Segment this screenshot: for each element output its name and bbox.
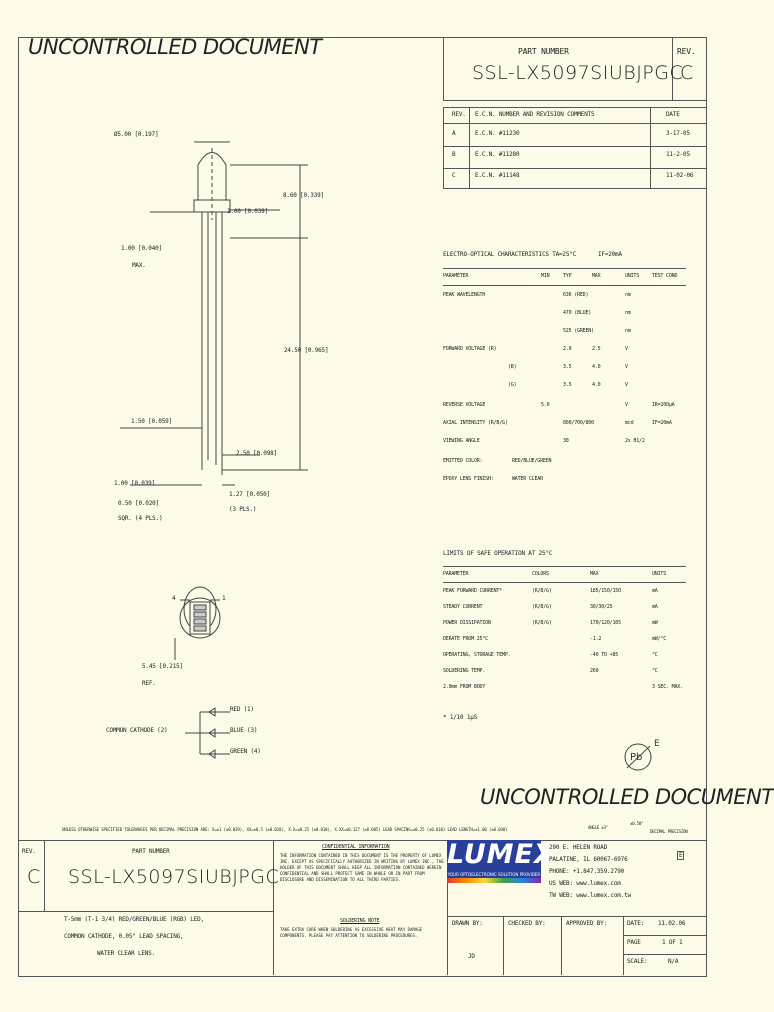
description-line2: COMMON CATHODE, 0.05" LEAD SPACING, <box>64 933 184 940</box>
eo-table-cell: nm <box>625 328 631 334</box>
limits-table-cell: mW <box>652 620 658 626</box>
eo-table-cell: mcd <box>625 420 634 426</box>
drawn-by-value: JD <box>468 953 475 960</box>
dim-flange: 1.00 [0.039] <box>227 208 268 215</box>
pin-4-label: 4 <box>172 595 176 602</box>
e-mark-box: E <box>679 852 683 859</box>
eo-table-cell: 636 (RED) <box>563 292 589 298</box>
dim-square-note: SQR. (4 PLS.) <box>118 515 163 522</box>
company-address-2: PALATINE, IL 60067-6976 <box>549 856 628 863</box>
eo-table-cell: 2x θ1/2 <box>625 438 645 444</box>
dim-ref: 5.45 [0.215] <box>142 663 183 670</box>
dim-2-50: 2.50 [0.098] <box>236 450 277 457</box>
dim-height: 8.60 [0.339] <box>283 192 324 199</box>
limits-table-cell: (R/B/G) <box>532 620 552 626</box>
eo-table-cell: V <box>625 364 628 370</box>
rev-table-cell: C <box>452 172 456 179</box>
eo-table-cell: nm <box>625 310 631 316</box>
eo-table-cell: IF=20mA <box>652 420 672 426</box>
part-number: SSL-LX5097SIUBJPGC <box>472 62 684 84</box>
part-number-label-bottom: PART NUMBER <box>132 848 170 855</box>
eo-table-cell: 2.0 <box>563 346 572 352</box>
rev-table-header: REV. <box>452 111 466 118</box>
eo-table-header: PARAMETER <box>443 273 469 279</box>
eo-table-cell: 3.5 <box>563 382 572 388</box>
dim-max-label: MAX. <box>132 262 146 269</box>
pin-1-label: 1 <box>222 595 226 602</box>
rev-table-cell: B <box>452 151 456 158</box>
eo-table-cell: 3.5 <box>563 364 572 370</box>
drawn-by-label: DRAWN BY: <box>452 920 483 927</box>
lumex-logo <box>447 839 556 878</box>
eo-table-cell: 30 <box>563 438 569 444</box>
soldering-title: SOLDERING NOTE <box>340 918 380 924</box>
eo-table-cell: 2.5 <box>592 346 601 352</box>
limits-table-cell: mA <box>652 604 658 610</box>
date-label: DATE: <box>627 920 645 927</box>
page-value: 1 OF 1 <box>662 939 683 946</box>
eo-table-cell: (G) <box>508 382 517 388</box>
rev-table-header: E.C.N. NUMBER AND REVISION COMMENTS <box>475 111 595 118</box>
confidential-text: THE INFORMATION CONTAINED IN THIS DOCUMENT IS THE PROPERTY OF LUMEX INC. EXCEPT AS SPECIFICALLY AUTHORIZED IN WRITING BY LUMEX INC., THE HOLDER OF THIS DOCUMENT SHALL KEEP ALL INFORMATION CONTAINED HEREIN CONFIDENTIAL AND SHALL PROTECT SAME IN WHOLE OR IN PART FROM DISCLOSURE AND DISSEMINATION TO ALL THIRD PARTIES. <box>280 853 444 882</box>
limits-table-cell: °C <box>652 652 658 658</box>
eo-table-header: UNITS <box>625 273 640 279</box>
dim-1-00: 1.00 [0.039] <box>114 480 155 487</box>
eo-table-header: TYP <box>563 273 572 279</box>
eo-table-header: MAX <box>592 273 601 279</box>
dim-pitch: 1.27 [0.050] <box>229 491 270 498</box>
company-us-web[interactable]: US WEB: www.lumex.com <box>549 880 621 887</box>
rev-table-cell: 11-2-05 <box>666 151 690 158</box>
pin-blue-label: BLUE (3) <box>230 727 258 734</box>
soldering-text: TAKE EXTRA CARE WHEN SOLDERING AS EXCESSIVE HEAT MAY DAMAGE COMPONENTS. PLEASE PAY ATTENTION TO SOLDERING PROCEDURES. <box>280 927 423 938</box>
rev-table-cell: E.C.N. #11230 <box>475 130 520 137</box>
part-number-label: PART NUMBER <box>518 47 569 56</box>
limits-table-header: COLORS <box>532 571 549 577</box>
rohs-e-label: E <box>654 739 660 749</box>
limits-table-cell: 260 <box>590 668 599 674</box>
checked-by-label: CHECKED BY: <box>508 920 546 927</box>
decimal-precision: DECIMAL PRECISION <box>650 829 688 834</box>
dim-max: 1.00 [0.040] <box>121 245 162 252</box>
rev-label: REV. <box>677 47 696 56</box>
part-number-bottom: SSL-LX5097SIUBJPGC <box>68 866 280 888</box>
dim-square: 0.50 [0.020] <box>118 500 159 507</box>
limits-table-cell: DERATE FROM 25°C <box>443 636 488 642</box>
eo-table-cell: 4.0 <box>592 364 601 370</box>
eo-table-header: TEST COND <box>652 273 678 279</box>
limits-table-cell: mA <box>652 588 658 594</box>
limits-table-cell: 3 SEC. MAX. <box>652 684 683 690</box>
page-label: PAGE <box>627 939 641 946</box>
eo-table-cell: RED/BLUE/GREEN <box>512 458 552 464</box>
logo-rainbow-bar <box>447 878 541 883</box>
led-outline-drawing <box>90 120 450 560</box>
eo-table-header: MIN <box>541 273 550 279</box>
limits-table-cell: mW/°C <box>652 636 667 642</box>
description-line1: T-5mm (T-1 3/4) RED/GREEN/BLUE (RGB) LED, <box>64 916 204 923</box>
rev-table-cell: E.C.N. #11148 <box>475 172 520 179</box>
rev-table-cell: A <box>452 130 456 137</box>
uncontrolled-watermark-top: UNCONTROLLED DOCUMENT <box>28 35 322 59</box>
pin-green-label: GREEN (4) <box>230 748 261 755</box>
approved-by-label: APPROVED BY: <box>566 920 607 927</box>
eo-table-cell: 470 (BLUE) <box>563 310 592 316</box>
dim-lead-spacing: 1.50 [0.059] <box>131 418 172 425</box>
eo-cond: IF=20mA <box>598 251 622 258</box>
rev-value-bottom: C <box>27 866 41 888</box>
angle-note-a: ANGLE ±3° <box>588 825 608 830</box>
eo-title: ELECTRO-OPTICAL CHARACTERISTICS TA=25°C <box>443 251 577 258</box>
dim-lead-length: 24.50 [0.965] <box>284 347 329 354</box>
eo-table-cell: 5.0 <box>541 402 550 408</box>
uncontrolled-watermark-bottom: UNCONTROLLED DOCUMENT <box>480 785 774 809</box>
limits-table-cell: 2.0mm FROM BODY <box>443 684 486 690</box>
pb-label: Pb <box>630 752 643 763</box>
rev-table-header: DATE <box>666 111 680 118</box>
pb-free-icon <box>620 732 670 782</box>
eo-table-cell: REVERSE VOLTAGE <box>443 402 486 408</box>
limits-table-header: MAX <box>590 571 599 577</box>
limits-footnote: * 1/10 1µS <box>443 714 478 721</box>
limits-table-cell: -40 TO +85 <box>590 652 619 658</box>
pin-red-label: RED (1) <box>230 706 254 713</box>
rev-table-cell: 3-17-05 <box>666 130 690 137</box>
confidential-title: CONFIDENTIAL INFORMATION <box>322 844 390 850</box>
dim-pitch-note: (3 PLS.) <box>229 506 257 513</box>
eo-table-cell: V <box>625 402 628 408</box>
eo-table-cell: AXIAL INTENSITY (R/B/G) <box>443 420 508 426</box>
limits-table-cell: (R/B/G) <box>532 604 552 610</box>
eo-table-cell: VIEWING ANGLE <box>443 438 480 444</box>
eo-table-cell: 800/700/800 <box>563 420 594 426</box>
description-line3: WATER CLEAR LENS. <box>97 950 156 957</box>
eo-table-cell: (B) <box>508 364 517 370</box>
limits-table-header: PARAMETER <box>443 571 469 577</box>
eo-table-cell: 525 (GREEN) <box>563 328 594 334</box>
company-address-1: 290 E. HELEN ROAD <box>549 844 608 851</box>
eo-table-cell: FORWARD VOLTAGE (R) <box>443 346 497 352</box>
limits-table-cell: OPERATING, STORAGE TEMP. <box>443 652 511 658</box>
rev-table-cell: 11-02-06 <box>666 172 694 179</box>
scale-value: N/A <box>668 958 679 965</box>
eo-table-cell: 4.0 <box>592 382 601 388</box>
company-phone: PHONE: +1.847.359.2790 <box>549 868 625 875</box>
angle-note-b: ±0.50° <box>630 821 644 826</box>
limits-table-cell: PEAK FORWARD CURRENT* <box>443 588 503 594</box>
eo-table-cell: EPOXY LENS FINISH: <box>443 476 494 482</box>
limits-title: LIMITS OF SAFE OPERATION AT 25°C <box>443 550 553 557</box>
limits-table-cell: -1.2 <box>590 636 602 642</box>
limits-table-cell: 185/150/150 <box>590 588 621 594</box>
common-cathode-label: COMMON CATHODE (2) <box>106 727 168 734</box>
limits-table-cell: 30/30/25 <box>590 604 613 610</box>
scale-label: SCALE: <box>627 958 648 965</box>
limits-table-cell: °C <box>652 668 658 674</box>
rev-label-bottom: REV. <box>22 848 36 855</box>
rev-table-cell: E.C.N. #11280 <box>475 151 520 158</box>
lumex-logo-text: LUMEX <box>447 839 556 870</box>
limits-table-cell: SOLDERING TEMP. <box>443 668 486 674</box>
eo-table-cell: IR=100µA <box>652 402 675 408</box>
eo-table-cell: WATER CLEAR <box>512 476 543 482</box>
eo-table-cell: V <box>625 346 628 352</box>
limits-table-cell: POWER DISSIPATION <box>443 620 491 626</box>
eo-table-cell: V <box>625 382 628 388</box>
limits-table-cell: STEADY CURRENT <box>443 604 483 610</box>
eo-table-cell: EMITTED COLOR: <box>443 458 483 464</box>
limits-table-cell: (R/B/G) <box>532 588 552 594</box>
lumex-tagline: YOUR OPTOELECTRONIC SOLUTION PROVIDER <box>447 872 541 877</box>
company-tw-web[interactable]: TW WEB: www.lumex.com.tw <box>549 892 631 899</box>
date-value: 11.02.06 <box>658 920 686 927</box>
dim-diameter: Ø5.00 [0.197] <box>114 131 159 138</box>
rev-value: C <box>680 62 694 84</box>
eo-table-cell: nm <box>625 292 631 298</box>
limits-table-cell: 170/120/105 <box>590 620 621 626</box>
limits-table-header: UNITS <box>652 571 667 577</box>
dim-ref-label: REF. <box>142 680 156 687</box>
tolerance-note: UNLESS OTHERWISE SPECIFIED TOLERANCES PER DECIMAL PRECISION ARE: X=±1 (±0.039), XX=±0.5 (±0.020), X.X=±0.25 (±0.010), X.XX=±0.127 (±0.005) LEAD SPACING=±0.25 (±0.010) LEAD LENGTH=±1.00 (±0.040) <box>62 827 508 832</box>
eo-table-cell: PEAK WAVELENGTH <box>443 292 486 298</box>
